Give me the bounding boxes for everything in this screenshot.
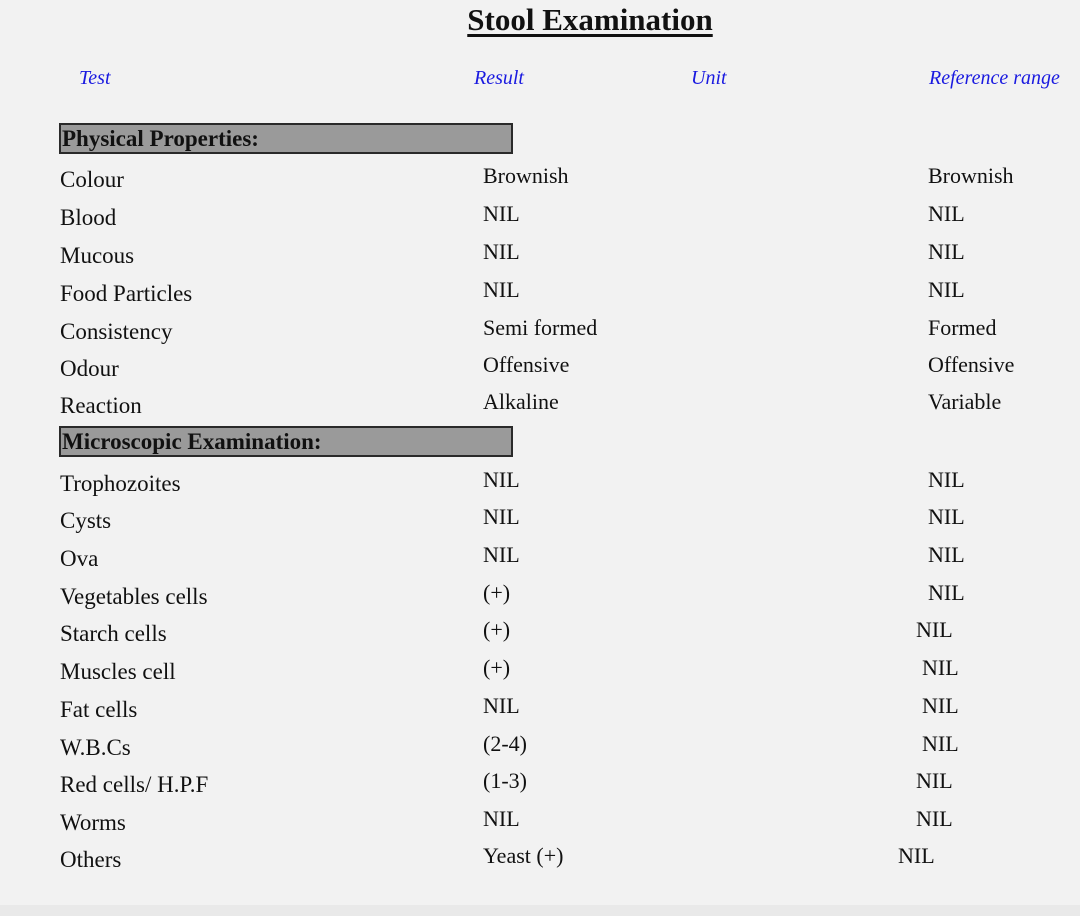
reference-range: NIL xyxy=(922,655,959,680)
table-row xyxy=(0,389,1080,425)
test-name: Ova xyxy=(60,546,99,571)
test-result: NIL xyxy=(483,277,520,302)
table-row xyxy=(0,239,1080,275)
reference-range: NIL xyxy=(922,731,959,756)
table-row xyxy=(0,201,1080,237)
reference-range: NIL xyxy=(916,806,953,831)
column-header-reference: Reference range xyxy=(929,67,1060,89)
test-name: Worms xyxy=(60,810,126,835)
table-row xyxy=(0,806,1080,842)
test-name: W.B.Cs xyxy=(60,735,131,760)
table-row xyxy=(0,542,1080,578)
column-header-result: Result xyxy=(474,67,524,89)
table-row xyxy=(0,843,1080,879)
table-row xyxy=(0,580,1080,616)
page-bottom-edge xyxy=(0,905,1080,916)
table-row xyxy=(0,352,1080,388)
test-name: Others xyxy=(60,847,122,872)
test-result: NIL xyxy=(483,806,520,831)
test-name: Consistency xyxy=(60,319,173,344)
reference-range: NIL xyxy=(928,201,965,226)
table-row xyxy=(0,768,1080,804)
reference-range: Formed xyxy=(928,315,997,340)
test-result: Alkaline xyxy=(483,389,559,414)
reference-range: Brownish xyxy=(928,163,1014,188)
test-result: Brownish xyxy=(483,163,569,188)
test-name: Cysts xyxy=(60,508,112,533)
table-row xyxy=(0,277,1080,313)
test-name: Blood xyxy=(60,205,117,230)
test-name: Muscles cell xyxy=(60,659,176,684)
table-row xyxy=(0,467,1080,503)
test-result: Yeast (+) xyxy=(483,843,564,868)
table-row xyxy=(0,163,1080,199)
test-name: Food Particles xyxy=(60,281,193,306)
reference-range: NIL xyxy=(916,617,953,642)
reference-range: Variable xyxy=(928,389,1002,414)
test-result: Semi formed xyxy=(483,315,598,340)
test-name: Reaction xyxy=(60,393,142,418)
test-result: NIL xyxy=(483,201,520,226)
test-name: Starch cells xyxy=(60,621,167,646)
reference-range: NIL xyxy=(928,467,965,492)
test-result: NIL xyxy=(483,504,520,529)
reference-range: Offensive xyxy=(928,352,1015,377)
test-name: Trophozoites xyxy=(60,471,181,496)
table-row xyxy=(0,504,1080,540)
reference-range: NIL xyxy=(928,239,965,264)
test-result: NIL xyxy=(483,542,520,567)
table-row xyxy=(0,731,1080,767)
reference-range: NIL xyxy=(928,580,965,605)
reference-range: NIL xyxy=(928,542,965,567)
test-name: Vegetables cells xyxy=(60,584,208,609)
section-header-physical: Physical Properties: xyxy=(59,123,513,154)
test-name: Odour xyxy=(60,356,119,381)
reference-range: NIL xyxy=(928,504,965,529)
column-header-test: Test xyxy=(79,67,111,89)
test-result: NIL xyxy=(483,239,520,264)
test-name: Mucous xyxy=(60,243,135,268)
test-name: Colour xyxy=(60,167,124,192)
test-result: (1-3) xyxy=(483,768,527,793)
test-result: Offensive xyxy=(483,352,570,377)
table-row xyxy=(0,655,1080,691)
table-row xyxy=(0,315,1080,351)
test-name: Fat cells xyxy=(60,697,138,722)
table-row xyxy=(0,617,1080,653)
test-name: Red cells/ H.P.F xyxy=(60,772,209,797)
section-header-microscopic: Microscopic Examination: xyxy=(59,426,513,457)
test-result: NIL xyxy=(483,467,520,492)
reference-range: NIL xyxy=(916,768,953,793)
report-title: Stool Examination xyxy=(467,2,713,37)
test-result: NIL xyxy=(483,693,520,718)
table-row xyxy=(0,693,1080,729)
column-header-unit: Unit xyxy=(691,67,727,89)
reference-range: NIL xyxy=(922,693,959,718)
reference-range: NIL xyxy=(928,277,965,302)
reference-range: NIL xyxy=(898,843,935,868)
test-result: (2-4) xyxy=(483,731,527,756)
test-result: (+) xyxy=(483,617,511,642)
test-result: (+) xyxy=(483,655,511,680)
test-result: (+) xyxy=(483,580,511,605)
